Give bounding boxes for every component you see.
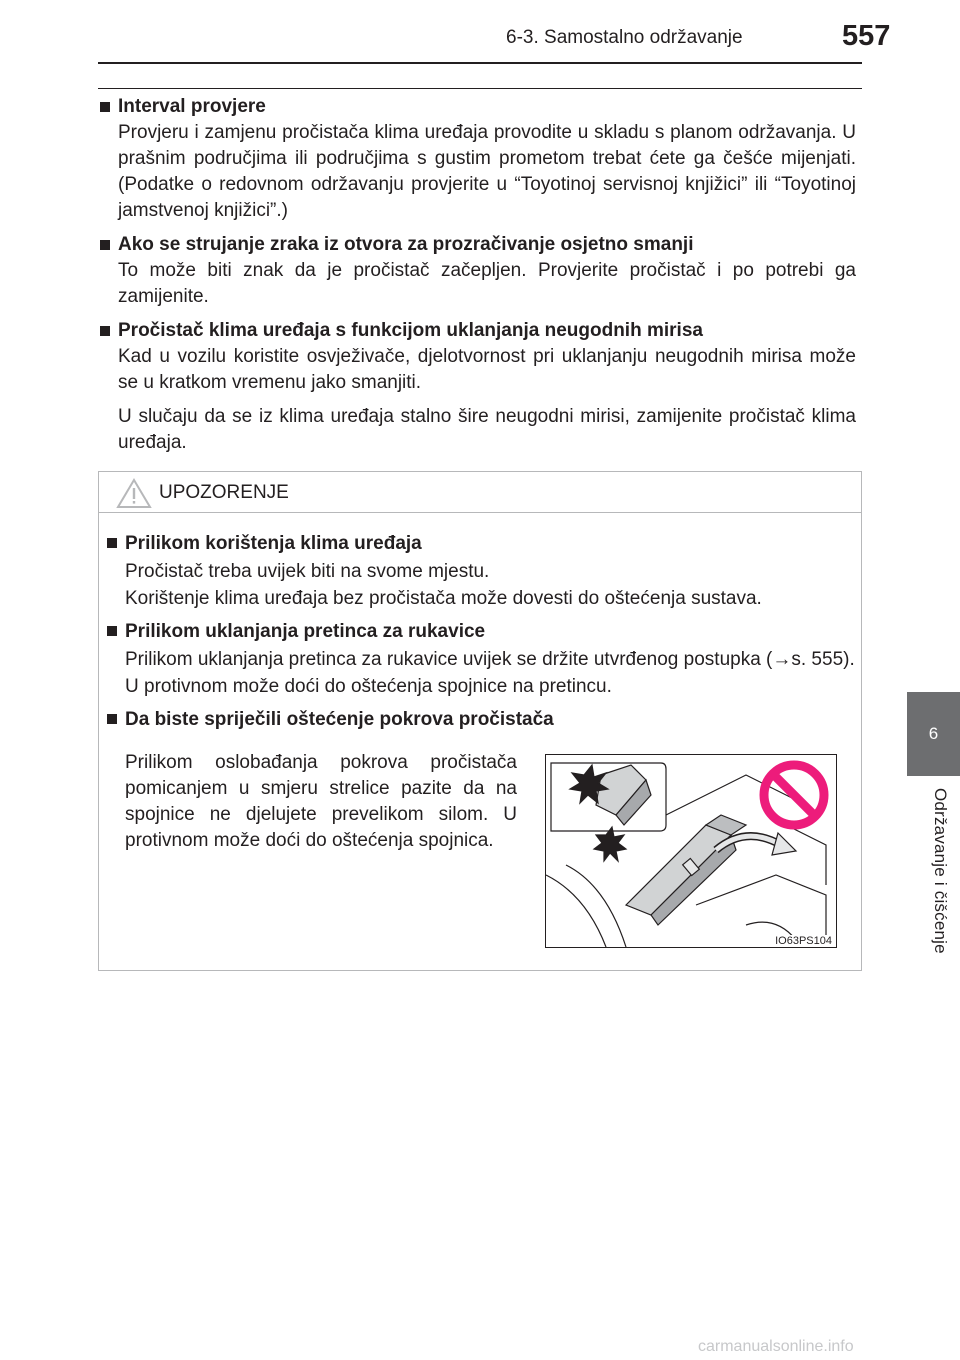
bullet-icon	[107, 626, 117, 636]
warning-item-heading: Da biste spriječili oštećenje pokrova pročistača	[105, 706, 855, 734]
top-rule	[98, 88, 862, 89]
warning-box	[98, 471, 862, 971]
warning-item-heading: Prilikom uklanjanja pretinca za rukavice	[105, 618, 855, 646]
warning-triangle-icon	[116, 478, 152, 509]
section-heading: Ako se strujanje zraka iz otvora za prozračivanje osjetno smanji	[98, 232, 856, 258]
section-heading: Interval provjere	[98, 94, 856, 120]
bullet-icon	[100, 102, 110, 112]
warning-item-text: Korištenje klima uređaja bez pročistača može dovesti do oštećenja sustava.	[125, 588, 762, 609]
bullet-icon	[100, 326, 110, 336]
main-content	[98, 94, 856, 464]
warning-item-heading: Prilikom korištenja klima uređaja	[105, 530, 855, 558]
chapter-tab: 6	[907, 692, 960, 776]
section-paragraph: Kad u vozilu koristite osvježivače, djelotvornost pri uklanjanju neugodnih mirisa može se u kratkom vremenu jako smanjiti.	[118, 346, 856, 393]
chapter-title: Održavanje i čišćenje	[931, 788, 950, 954]
bullet-icon	[107, 714, 117, 724]
watermark: carmanualsonline.info	[698, 1338, 854, 1355]
figure-code: IO63PS104	[775, 935, 832, 947]
section-heading: Pročistač klima uređaja s funkcijom uklanjanja neugodnih mirisa	[98, 318, 856, 344]
warning-body	[105, 530, 855, 734]
warning-item-text: Prilikom uklanjanja pretinca za rukavice uvijek se držite utvrđenog postupka (→s. 555). U protivnom može doći do oštećenja spojnice na pretincu.	[125, 649, 855, 697]
bullet-icon	[107, 538, 117, 548]
section-paragraph: Provjeru i zamjenu pročistača klima uređaja provodite u skladu s planom održavanja. U prašnim područjima ili područjima s gustim prometom trebat ćete ga češće mijenjati. (Podatke o redovnom održavanju provjerite u “Toyotinoj servisnoj knjižici” ili “Toyotinoj jamstvenoj knjižici”.)	[118, 122, 856, 221]
filter-cover-drawing	[546, 755, 836, 947]
header-rule	[98, 62, 862, 64]
section-paragraph: To može biti znak da je pročistač začepljen. Provjerite pročistač i po potrebi ga zamijenite.	[118, 260, 856, 307]
page-header-section: 6-3. Samostalno održavanje	[506, 27, 743, 48]
bullet-icon	[100, 240, 110, 250]
warning-item-text: Prilikom oslobađanja pokrova pročistača pomicanjem u smjeru strelice pazite da na spojnice ne djelujete prevelikom silom. U protivnom može doći do oštećenja spojnica.	[125, 752, 517, 851]
warning-header	[99, 472, 861, 513]
warning-title: UPOZORENJE	[159, 482, 289, 503]
page-number: 557	[842, 20, 891, 52]
warning-item-text: Pročistač treba uvijek biti na svome mjestu.	[125, 561, 490, 582]
section-paragraph: U slučaju da se iz klima uređaja stalno šire neugodni mirisi, zamijenite pročistač klima uređaja.	[118, 406, 856, 453]
filter-cover-illustration	[545, 754, 837, 948]
